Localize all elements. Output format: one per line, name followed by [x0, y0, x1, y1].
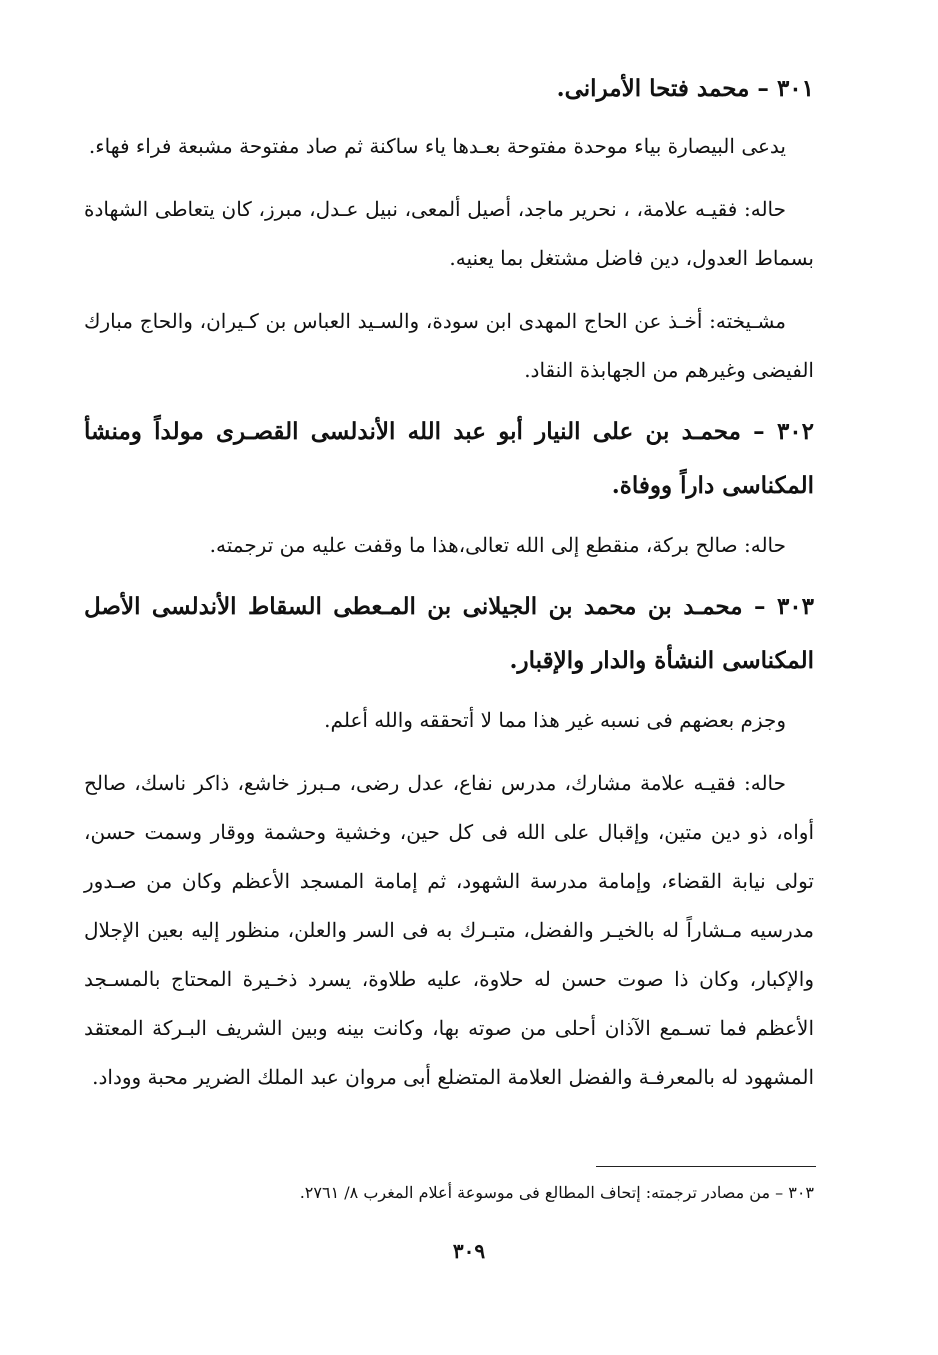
- page-number: ٣٠٩: [452, 1239, 486, 1263]
- footnote: ٣٠٣ – من مصادر ترجمته: إتحاف المطالع فى موسوعة أعلام المغرب ٨/ ٢٧٦١.: [299, 1183, 814, 1202]
- entry-303-paragraph-2: حاله: فقيـه علامة مشارك، مدرس نفاع، عدل رضى، مـبرز خاشع، ذاكر ناسك، صالح أواه، ذو دين متين، وإقبال على الله فى كل حين، وخشية وحشمة ووقار وسمت حسن، تولى نيابة القضاء، وإمامة مدرسة الشهود، ثم إمامة المسجد الأعظم وكان من صـدور مدرسيه مـشاراً له بالخيـر والفضل، متبـرك به فى السر والعلن، منظور إليه بعين الإجلال والإكبار، وكان ذا صوت حسن له حلاوة، عليه طلاوة، يسرد ذخـيرة المحتاج بالمسـجد الأعظم فما تسـمع الآذان أحلى من صوته بها، وكانت بينه وبين الشريف البـركة المعتقد المشهود له بالمعرفـة والفضل العلامة المتضلع أبى مروان عبد الملك الضرير محبة ووداد.: [84, 771, 814, 1089]
- entry-302-title: ٣٠٢ – محمـد بن على النيار أبو عبد الله الأندلسى القصـرى مولداً ومنشأ المكناسى داراً ووفاة.: [84, 418, 814, 499]
- entry-301-paragraph-3: مشـيخته: أخـذ عن الحاج المهدى ابن سودة، والسـيد العباس بن كـيران، والحاج مبارك الفيضى وغيرهم من الجهابذة النقاد.: [84, 309, 814, 382]
- footnote-divider: [596, 1166, 816, 1167]
- entry-302-paragraph-1: حاله: صالح بركة، منقطع إلى الله تعالى،هذا ما وقفت عليه من ترجمته.: [209, 533, 786, 557]
- entry-303-paragraph-1: وجزم بعضهم فى نسبه غير هذا مما لا أتحققه والله أعلم.: [324, 708, 786, 732]
- page-body: [84, 62, 814, 1116]
- entry-301-title: ٣٠١ – محمد فتحا الأمرانى.: [556, 75, 814, 102]
- entry-301-paragraph-1: يدعى البيصارة بياء موحدة مفتوحة بعـدها ياء ساكنة ثم صاد مفتوحة مشبعة فراء فهاء.: [88, 134, 786, 158]
- entry-301-paragraph-2: حاله: فقيـه علامة، ، نحرير ماجد، أصيل ألمعى، نبيل عـدل، مبرز، كان يتعاطى الشهادة بسماط العدول، دين فاضل مشتغل بما يعنيه.: [84, 197, 814, 270]
- entry-303-title: ٣٠٣ – محمـد بن محمد بن الجيلانى بن المـعطى السقاط الأندلسى الأصل المكناسى النشأة والدار والإقبار.: [84, 593, 814, 674]
